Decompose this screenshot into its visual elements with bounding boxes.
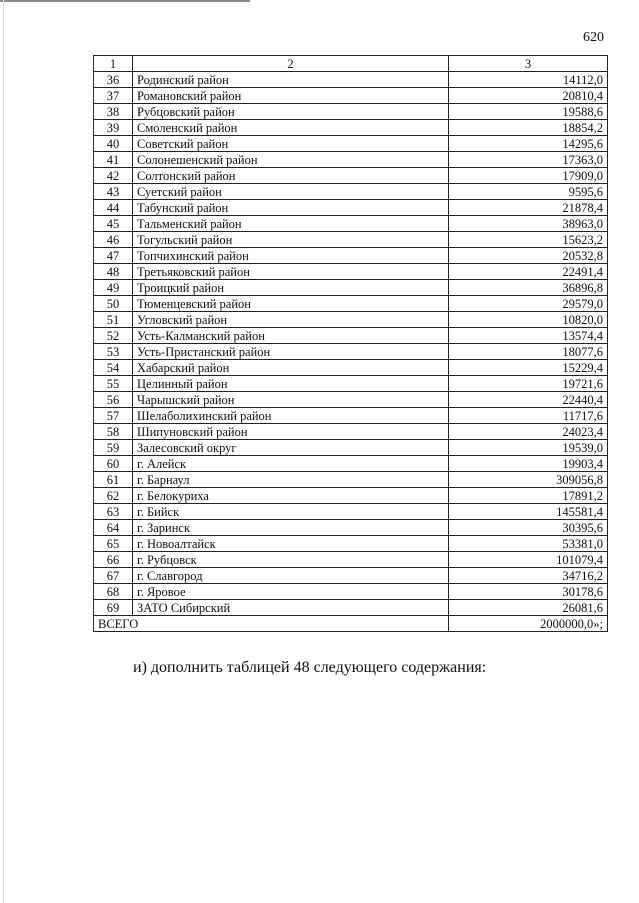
row-value: 19539,0 xyxy=(449,440,608,456)
row-value: 36896,8 xyxy=(449,280,608,296)
table-row xyxy=(94,408,608,424)
row-value: 20532,8 xyxy=(449,248,608,264)
row-value: 15623,2 xyxy=(449,232,608,248)
row-value: 53381,0 xyxy=(449,536,608,552)
row-name: Шипуновский район xyxy=(133,424,449,440)
table-row xyxy=(94,312,608,328)
table-row xyxy=(94,440,608,456)
row-value: 309056,8 xyxy=(449,472,608,488)
row-name: Рубцовский район xyxy=(133,104,449,120)
row-name: Романовский район xyxy=(133,88,449,104)
row-value: 17909,0 xyxy=(449,168,608,184)
row-name: Советский район xyxy=(133,136,449,152)
row-value: 11717,6 xyxy=(449,408,608,424)
table-header-row xyxy=(94,56,608,72)
row-value: 17363,0 xyxy=(449,152,608,168)
table-row xyxy=(94,504,608,520)
row-number: 39 xyxy=(94,120,133,136)
row-number: 48 xyxy=(94,264,133,280)
row-value: 29579,0 xyxy=(449,296,608,312)
row-name: Чарышский район xyxy=(133,392,449,408)
header-col-2: 2 xyxy=(133,56,449,72)
row-number: 56 xyxy=(94,392,133,408)
row-number: 54 xyxy=(94,360,133,376)
row-name: г. Бийск xyxy=(133,504,449,520)
table-row xyxy=(94,88,608,104)
table-row xyxy=(94,120,608,136)
row-name: Хабарский район xyxy=(133,360,449,376)
row-number: 46 xyxy=(94,232,133,248)
row-number: 36 xyxy=(94,72,133,88)
scan-left-edge-line xyxy=(3,0,4,903)
table-row xyxy=(94,552,608,568)
table-row xyxy=(94,216,608,232)
row-value: 26081,6 xyxy=(449,600,608,616)
row-value: 14112,0 xyxy=(449,72,608,88)
row-value: 21878,4 xyxy=(449,200,608,216)
row-number: 67 xyxy=(94,568,133,584)
row-name: Угловский район xyxy=(133,312,449,328)
row-number: 57 xyxy=(94,408,133,424)
row-name: г. Славгород xyxy=(133,568,449,584)
table-row xyxy=(94,328,608,344)
row-name: г. Заринск xyxy=(133,520,449,536)
row-value: 15229,4 xyxy=(449,360,608,376)
row-number: 62 xyxy=(94,488,133,504)
row-name: г. Барнаул xyxy=(133,472,449,488)
row-number: 69 xyxy=(94,600,133,616)
header-col-1: 1 xyxy=(94,56,133,72)
table-row xyxy=(94,568,608,584)
row-value: 14295,6 xyxy=(449,136,608,152)
table-row xyxy=(94,296,608,312)
table-row xyxy=(94,600,608,616)
row-name: Суетский район xyxy=(133,184,449,200)
row-value: 22491,4 xyxy=(449,264,608,280)
row-name: Родинский район xyxy=(133,72,449,88)
row-value: 9595,6 xyxy=(449,184,608,200)
table-row xyxy=(94,360,608,376)
table-row xyxy=(94,584,608,600)
row-name: г. Новоалтайск xyxy=(133,536,449,552)
row-value: 30395,6 xyxy=(449,520,608,536)
row-number: 52 xyxy=(94,328,133,344)
row-name: Целинный район xyxy=(133,376,449,392)
row-name: г. Рубцовск xyxy=(133,552,449,568)
row-value: 38963,0 xyxy=(449,216,608,232)
row-name: Залесовский округ xyxy=(133,440,449,456)
row-name: Солтонский район xyxy=(133,168,449,184)
table-row xyxy=(94,520,608,536)
row-name: Тогульский район xyxy=(133,232,449,248)
row-value: 145581,4 xyxy=(449,504,608,520)
row-name: Усть-Калманский район xyxy=(133,328,449,344)
row-number: 53 xyxy=(94,344,133,360)
table-row xyxy=(94,168,608,184)
table-row xyxy=(94,488,608,504)
row-number: 68 xyxy=(94,584,133,600)
row-name: Тальменский район xyxy=(133,216,449,232)
row-number: 66 xyxy=(94,552,133,568)
row-name: Шелаболихинский район xyxy=(133,408,449,424)
row-value: 22440,4 xyxy=(449,392,608,408)
row-number: 50 xyxy=(94,296,133,312)
table-row xyxy=(94,184,608,200)
row-number: 55 xyxy=(94,376,133,392)
page-number: 620 xyxy=(583,30,604,45)
row-number: 58 xyxy=(94,424,133,440)
row-value: 10820,0 xyxy=(449,312,608,328)
table-row xyxy=(94,536,608,552)
table-row xyxy=(94,376,608,392)
row-number: 49 xyxy=(94,280,133,296)
row-number: 59 xyxy=(94,440,133,456)
row-number: 42 xyxy=(94,168,133,184)
row-number: 51 xyxy=(94,312,133,328)
row-number: 47 xyxy=(94,248,133,264)
row-value: 19721,6 xyxy=(449,376,608,392)
row-name: г. Яровое xyxy=(133,584,449,600)
row-name: г. Белокуриха xyxy=(133,488,449,504)
data-table xyxy=(93,55,608,632)
row-number: 41 xyxy=(94,152,133,168)
row-value: 19903,4 xyxy=(449,456,608,472)
row-number: 37 xyxy=(94,88,133,104)
row-value: 30178,6 xyxy=(449,584,608,600)
row-number: 45 xyxy=(94,216,133,232)
table-row xyxy=(94,232,608,248)
table-row xyxy=(94,200,608,216)
table-row xyxy=(94,280,608,296)
total-row xyxy=(94,616,608,632)
table-row xyxy=(94,392,608,408)
row-value: 34716,2 xyxy=(449,568,608,584)
row-value: 24023,4 xyxy=(449,424,608,440)
table-row xyxy=(94,344,608,360)
total-label: ВСЕГО xyxy=(94,616,449,632)
header-col-3: 3 xyxy=(449,56,608,72)
row-number: 65 xyxy=(94,536,133,552)
row-number: 60 xyxy=(94,456,133,472)
table-row xyxy=(94,136,608,152)
row-name: ЗАТО Сибирский xyxy=(133,600,449,616)
row-number: 44 xyxy=(94,200,133,216)
row-value: 18854,2 xyxy=(449,120,608,136)
row-number: 38 xyxy=(94,104,133,120)
table-row xyxy=(94,456,608,472)
table-row xyxy=(94,104,608,120)
row-value: 13574,4 xyxy=(449,328,608,344)
scan-top-edge-line xyxy=(0,0,250,2)
row-number: 61 xyxy=(94,472,133,488)
row-name: Солонешенский район xyxy=(133,152,449,168)
row-value: 20810,4 xyxy=(449,88,608,104)
table-row xyxy=(94,248,608,264)
row-value: 17891,2 xyxy=(449,488,608,504)
table-row xyxy=(94,424,608,440)
table-body xyxy=(94,72,608,616)
total-value: 2000000,0»; xyxy=(449,616,608,632)
row-name: Усть-Пристанский район xyxy=(133,344,449,360)
table-row xyxy=(94,152,608,168)
row-name: г. Алейск xyxy=(133,456,449,472)
row-number: 40 xyxy=(94,136,133,152)
row-value: 19588,6 xyxy=(449,104,608,120)
row-number: 43 xyxy=(94,184,133,200)
row-name: Третьяковский район xyxy=(133,264,449,280)
table-row xyxy=(94,264,608,280)
row-name: Смоленский район xyxy=(133,120,449,136)
amendment-text: и) дополнить таблицей 48 следующего содержания: xyxy=(133,659,487,676)
row-number: 63 xyxy=(94,504,133,520)
row-name: Троицкий район xyxy=(133,280,449,296)
table-row xyxy=(94,472,608,488)
table-row xyxy=(94,72,608,88)
row-name: Тюменцевский район xyxy=(133,296,449,312)
row-value: 101079,4 xyxy=(449,552,608,568)
row-name: Табунский район xyxy=(133,200,449,216)
row-value: 18077,6 xyxy=(449,344,608,360)
row-number: 64 xyxy=(94,520,133,536)
row-name: Топчихинский район xyxy=(133,248,449,264)
